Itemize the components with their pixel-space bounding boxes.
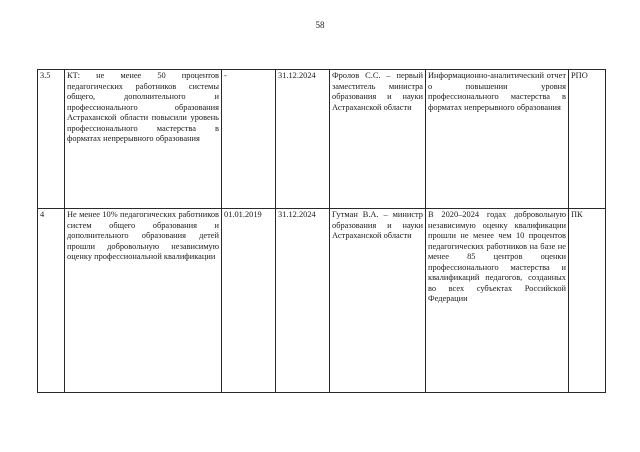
row-number-cell: 3.5 bbox=[38, 70, 65, 209]
task-cell: КТ: не менее 50 процентов педагогических работников системы общего, дополнительного и профессионального образования Астраханской области повысили уровень профессионального мастерства в форматах непрерывного образования bbox=[65, 70, 222, 209]
code-cell: РПО bbox=[569, 70, 606, 209]
row-number-cell: 4 bbox=[38, 209, 65, 393]
end-date-cell: 31.12.2024 bbox=[276, 70, 330, 209]
task-cell: Не менее 10% педагогических работников систем общего образования и дополнительного образования детей прошли добровольную независимую оценку профессиональной квалификации bbox=[65, 209, 222, 393]
table-row bbox=[38, 209, 606, 393]
result-cell: Информационно-аналитический отчет о повышении уровня профессионального мастерства в форматах непрерывного образования bbox=[426, 70, 569, 209]
end-date-cell: 31.12.2024 bbox=[276, 209, 330, 393]
responsible-cell: Фролов С.С. – первый заместитель министра образования и науки Астраханской области bbox=[330, 70, 426, 209]
start-date-cell: - bbox=[222, 70, 276, 209]
responsible-cell: Гутман В.А. – министр образования и науки Астраханской области bbox=[330, 209, 426, 393]
table-row bbox=[38, 70, 606, 209]
code-cell: ПК bbox=[569, 209, 606, 393]
start-date-cell: 01.01.2019 bbox=[222, 209, 276, 393]
result-cell: В 2020–2024 годах добровольную независимую оценку квалификации прошли не менее чем 10 процентов педагогических работников на базе не менее 85 центров оценки профессионального мастерства и квалификаций педагогов, созданных во всех субъектах Российской Федерации bbox=[426, 209, 569, 393]
page-number: 58 bbox=[315, 20, 325, 30]
plan-table bbox=[37, 69, 606, 393]
